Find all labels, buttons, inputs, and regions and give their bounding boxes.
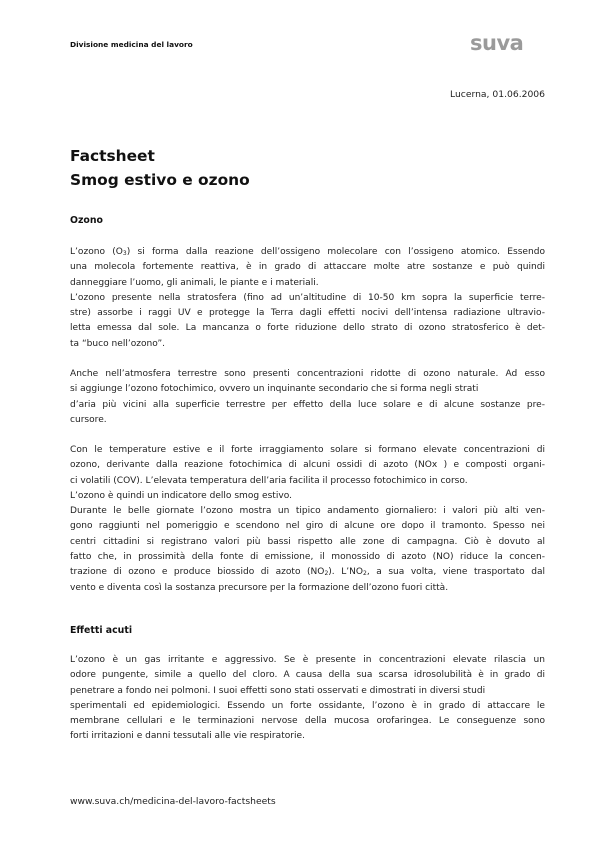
text-line: centri cittadini si registrano valori più bassi rispetto alle zone di campagna. Ciò è dovuto al (70, 536, 545, 547)
text-line: si aggiunge l’ozono fotochimico, ovvero un inquinante secondario che si forma negli strati (70, 384, 479, 395)
text-line: sperimentali ed epidemiologici. Essendo un forte ossidante, l’ozono è in grado di attaccare le (70, 700, 545, 711)
text-line: L’ozono presente nella stratosfera (fino ad un’altitudine di 10-50 km sopra la superficie terre- (70, 292, 545, 303)
section-heading-ozono: Ozono (70, 215, 103, 226)
text-line: membrane cellulari e le terminazioni nervose della mucosa orofaringea. Le conseguenze sono (70, 716, 545, 727)
page-title (70, 144, 250, 192)
text-line: penetrare a fondo nei polmoni. I suoi effetti sono stati osservati e dimostrati in diversi studi (70, 685, 486, 696)
text-line: Con le temperature estive e il forte irraggiamento solare si formano elevate concentrazioni di (70, 445, 545, 455)
text-line: forti irritazioni e danni tessutali alle vie respiratorie. (70, 731, 305, 742)
paragraph-ozono-3 (70, 443, 545, 596)
text-line: fatto che, in prossimità della fonte di emissione, il monossido di azoto (NO) riduce la concen- (70, 552, 545, 563)
paragraph-ozono-1 (70, 245, 545, 352)
suva-logo (470, 34, 528, 54)
title-line-2: Smog estivo e ozono (70, 171, 250, 189)
date-line: Lucerna, 01.06.2006 (450, 89, 545, 100)
text-line: d’aria più vicini alla superficie terrestre per effetto della luce solare e di alcune sostanze pre- (70, 399, 545, 410)
text-line: stre) assorbe i raggi UV e protegge la Terra dagli effetti nocivi dell’intensa radiazione ultravio- (70, 308, 545, 319)
text-line: L’ozono $(O_3)$ si forma dalla reazione dell’ossigeno molecolare con l’ossigeno atomico. Essendo (70, 247, 545, 257)
text-line: L’ozono è un gas irritante e aggressivo. Se è presente in concentrazioni elevate rilascia un (70, 655, 545, 665)
text-line: ozono, derivante dalla reazione fotochimica di alcuni ossidi di azoto (NOx ) e composti organi- (70, 460, 545, 471)
footer-url-link[interactable]: www.suva.ch/medicina-del-lavoro-factsheets (70, 796, 276, 807)
text-line: cursore. (70, 414, 107, 425)
section-heading-effetti-acuti: Effetti acuti (70, 625, 133, 636)
text-line: una molecola fortemente reattiva, è in grado di attaccare molte atre sostanze e può quindi (70, 262, 545, 273)
division-label: Divisione medicina del lavoro (70, 40, 193, 49)
paragraph-effetti-1 (70, 653, 545, 745)
text-line: vento e diventa così la sostanza precursore per la formazione dell’ozono fuori città. (70, 582, 449, 593)
text-line: ta “buco nell’ozono”. (70, 338, 166, 349)
text-line: trazione di ozono e produce biossido di azoto $(NO_2)$. $L’NO_2$, a sua volta, viene trasportato dal (70, 567, 546, 578)
text-line: danneggiare l’uomo, gli animali, le piante e i materiali. (70, 277, 319, 288)
text-line: odore pungente, simile a quello del cloro. A causa della sua scarsa idrosolubilità è in grado di (70, 670, 545, 681)
text-line: L’ozono è quindi un indicatore dello smog estivo. (70, 490, 292, 501)
text-line: letta emessa dal sole. La mancanza o forte riduzione dello strato di ozono stratosferico è det- (70, 323, 545, 334)
text-line: ci volatili (COV). L’elevata temperatura dell’aria facilita il processo fotochimico in corso. (70, 475, 468, 486)
text-line: Durante le belle giornate l’ozono mostra un tipico andamento giornaliero: i valori più alti ven- (70, 506, 545, 517)
logo-text: suva (470, 34, 524, 54)
title-line-1: Factsheet (70, 147, 155, 165)
paragraph-ozono-2 (70, 367, 545, 428)
text-line: Anche nell’atmosfera terrestre sono presenti concentrazioni ridotte di ozono naturale. Ad esso (70, 369, 545, 379)
text-line: gono raggiunti nel pomeriggio e scendono nel giro di alcune ore dopo il tramonto. Spesso nei (70, 521, 545, 532)
